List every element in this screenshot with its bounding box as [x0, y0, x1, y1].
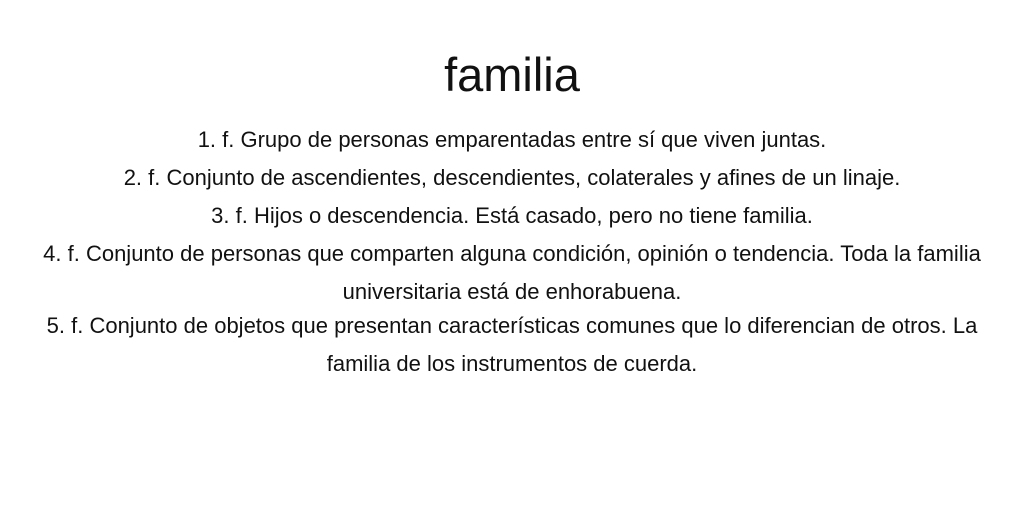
entry-word: familia	[444, 48, 580, 101]
definition-4: 4. f. Conjunto de personas que comparten alguna condición, opinión o tendencia. Toda la familia universitaria está de enhorabuena.	[43, 241, 981, 304]
definition-3: 3. f. Hijos o descendencia. Está casado, pero no tiene familia.	[211, 203, 813, 228]
definition-2: 2. f. Conjunto de ascendientes, descendientes, colaterales y afines de un linaje.	[123, 165, 901, 190]
definition-1: 1. f. Grupo de personas emparentadas entre sí que viven juntas.	[197, 127, 827, 152]
definition-5: 5. f. Conjunto de objetos que presentan características comunes que lo diferencian de otros. La familia de los instrumentos de cuerda.	[46, 313, 978, 376]
definition-list	[42, 121, 982, 383]
